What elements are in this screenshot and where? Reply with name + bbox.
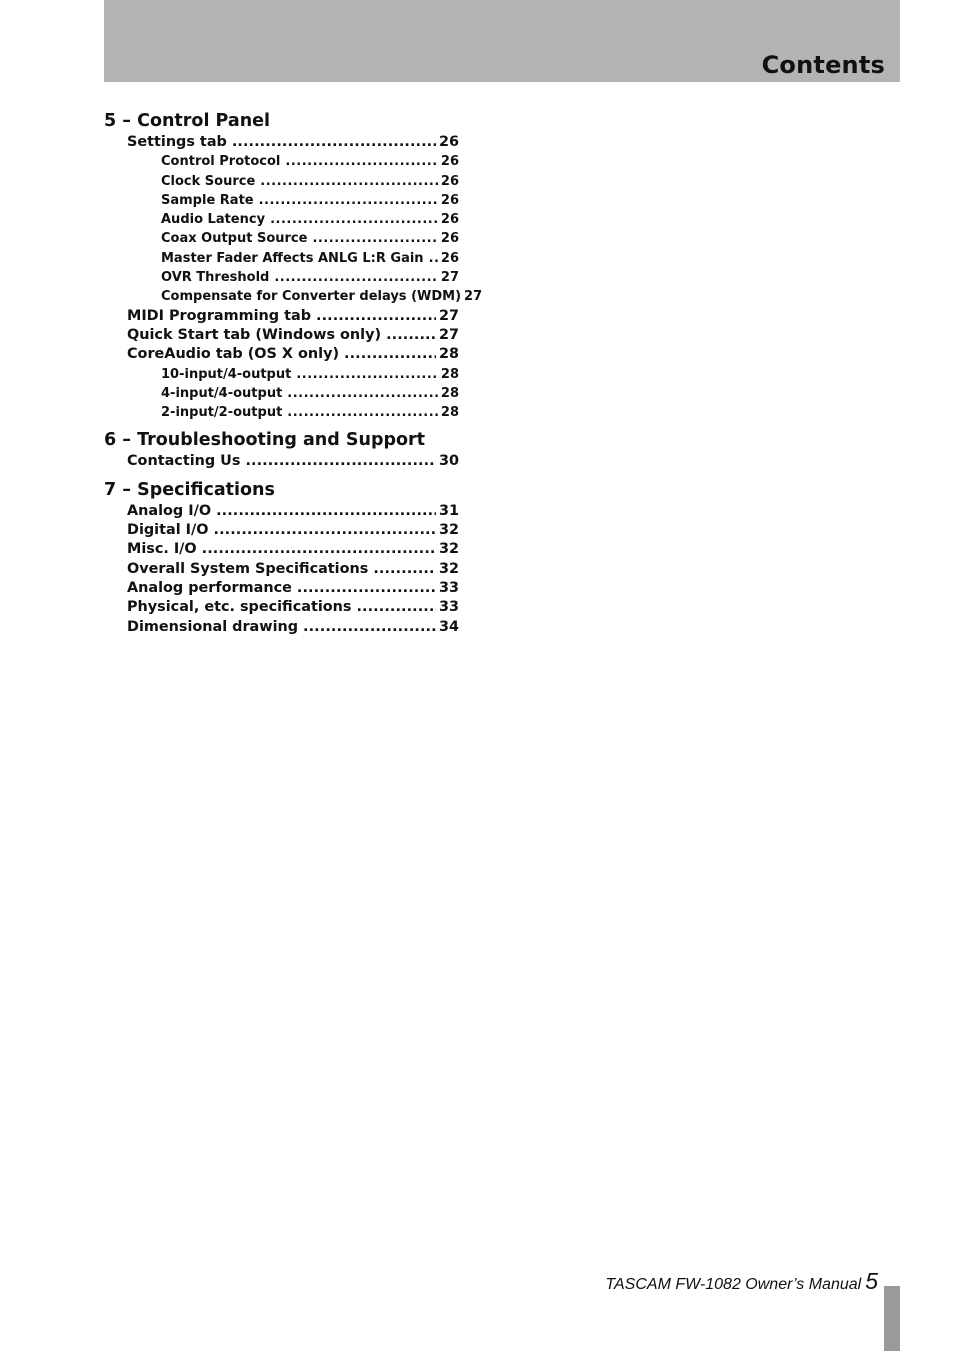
toc-entry-label: CoreAudio tab (OS X only): [127, 346, 340, 363]
page-title: Contents: [761, 51, 885, 79]
dot-leader: [386, 326, 436, 345]
toc-entry-page: 26: [440, 154, 459, 170]
dot-leader: [274, 268, 438, 287]
toc-entry-label: Overall System Specifications: [127, 560, 369, 577]
toc-entry[interactable]: [104, 403, 459, 422]
toc-entry[interactable]: [104, 384, 459, 403]
toc-entry[interactable]: [104, 287, 483, 306]
section-heading: 5 – Control Panel: [104, 111, 271, 131]
dot-leader: [232, 133, 436, 152]
toc-entry-label: Compensate for Converter delays (WDM): [161, 289, 462, 305]
toc-entry-label: Audio Latency: [161, 212, 266, 228]
toc-entry[interactable]: [104, 268, 459, 287]
toc-entry[interactable]: [104, 249, 459, 268]
page-edge-tab: [884, 1286, 900, 1351]
toc-entry-page: 33: [438, 599, 459, 616]
section-heading: 7 – Specifications: [104, 479, 275, 500]
toc-entry-page: 28: [440, 366, 459, 382]
toc-entry-page: 30: [438, 453, 459, 470]
toc-entry[interactable]: [104, 152, 459, 171]
toc-entry-page: 26: [440, 192, 459, 208]
dot-leader: [285, 152, 438, 171]
toc-entry-page: 28: [440, 385, 459, 401]
toc-entry-label: 2-input/2-output: [161, 405, 283, 421]
toc-entry-page: 26: [440, 250, 459, 266]
dot-leader: [297, 579, 436, 598]
toc-section: [104, 478, 459, 637]
table-of-contents: [104, 109, 483, 637]
dot-leader: [202, 540, 436, 559]
toc-section: [104, 428, 459, 471]
toc-entry[interactable]: [104, 540, 459, 559]
dot-leader: [260, 172, 438, 191]
toc-entry[interactable]: [104, 502, 459, 521]
toc-entry-page: 27: [438, 326, 459, 343]
dot-leader: [316, 307, 436, 326]
toc-entry-label: Master Fader Affects ANLG L:R Gain: [161, 250, 424, 266]
header-bar: [104, 0, 900, 82]
toc-entry-page: 32: [438, 560, 459, 577]
toc-entry[interactable]: [104, 345, 459, 364]
toc-entry[interactable]: [104, 452, 459, 471]
toc-entry[interactable]: [104, 618, 459, 637]
toc-entry-label: Analog performance: [127, 579, 292, 596]
toc-entry-page: 27: [440, 270, 459, 286]
page-number: 5: [865, 1268, 878, 1294]
toc-entry[interactable]: [104, 598, 459, 617]
dot-leader: [270, 210, 438, 229]
toc-entry-label: 10-input/4-output: [161, 366, 292, 382]
toc-entry-page: 31: [438, 502, 459, 519]
toc-entry-page: 26: [438, 134, 459, 150]
toc-entry[interactable]: [104, 229, 459, 248]
toc-entry-label: Sample Rate: [161, 192, 254, 208]
section-heading: 6 – Troubleshooting and Support: [104, 430, 426, 451]
toc-entry-label: Settings tab: [127, 134, 227, 150]
toc-entry-page: 28: [438, 346, 459, 363]
dot-leader: [373, 560, 436, 579]
toc-entry-label: Dimensional drawing: [127, 618, 299, 635]
toc-entry-label: OVR Threshold: [161, 270, 270, 286]
toc-entry[interactable]: [104, 560, 459, 579]
toc-entry[interactable]: [104, 133, 459, 152]
toc-entry-page: 26: [440, 231, 459, 247]
toc-entry-label: Clock Source: [161, 173, 256, 189]
toc-entry-label: Control Protocol: [161, 154, 281, 170]
toc-entry-label: Misc. I/O: [127, 541, 197, 558]
toc-entry-page: 27: [464, 289, 483, 305]
dot-leader: [214, 521, 436, 540]
toc-entry-label: MIDI Programming tab: [127, 307, 311, 324]
toc-entry-label: Physical, etc. specifications: [127, 599, 352, 616]
dot-leader: [303, 618, 436, 637]
dot-leader: [216, 502, 436, 521]
toc-entry-page: 26: [440, 173, 459, 189]
dot-leader: [356, 598, 435, 617]
dot-leader: [259, 191, 438, 210]
toc-entry-label: Coax Output Source: [161, 231, 308, 247]
toc-entry-label: Digital I/O: [127, 522, 209, 539]
toc-entry-page: 33: [438, 579, 459, 596]
toc-entry-page: 28: [440, 405, 459, 421]
toc-entry[interactable]: [104, 326, 459, 345]
dot-leader: [296, 365, 438, 384]
toc-entry-label: 4-input/4-output: [161, 385, 283, 401]
dot-leader: [287, 403, 438, 422]
toc-entry-page: 32: [438, 541, 459, 558]
dot-leader: [287, 384, 438, 403]
toc-entry-page: 34: [438, 618, 459, 635]
toc-entry[interactable]: [104, 365, 459, 384]
toc-entry-page: 26: [440, 212, 459, 228]
toc-entry[interactable]: [104, 210, 459, 229]
toc-entry[interactable]: [104, 172, 459, 191]
dot-leader: [344, 345, 436, 364]
toc-entry[interactable]: [104, 307, 459, 326]
dot-leader: [312, 229, 437, 248]
manual-title: TASCAM FW-1082 Owner’s Manual: [605, 1276, 862, 1293]
toc-entry-page: 32: [438, 522, 459, 539]
toc-entry-label: Contacting Us: [127, 453, 241, 470]
dot-leader: [429, 249, 438, 268]
page-footer: [605, 1268, 878, 1295]
toc-entry-label: Quick Start tab (Windows only): [127, 326, 382, 343]
toc-entry[interactable]: [104, 579, 459, 598]
toc-entry[interactable]: [104, 521, 459, 540]
dot-leader: [245, 452, 436, 471]
toc-entry[interactable]: [104, 191, 459, 210]
toc-entry-label: Analog I/O: [127, 502, 212, 519]
toc-section: [104, 109, 483, 422]
toc-entry-page: 27: [438, 307, 459, 324]
